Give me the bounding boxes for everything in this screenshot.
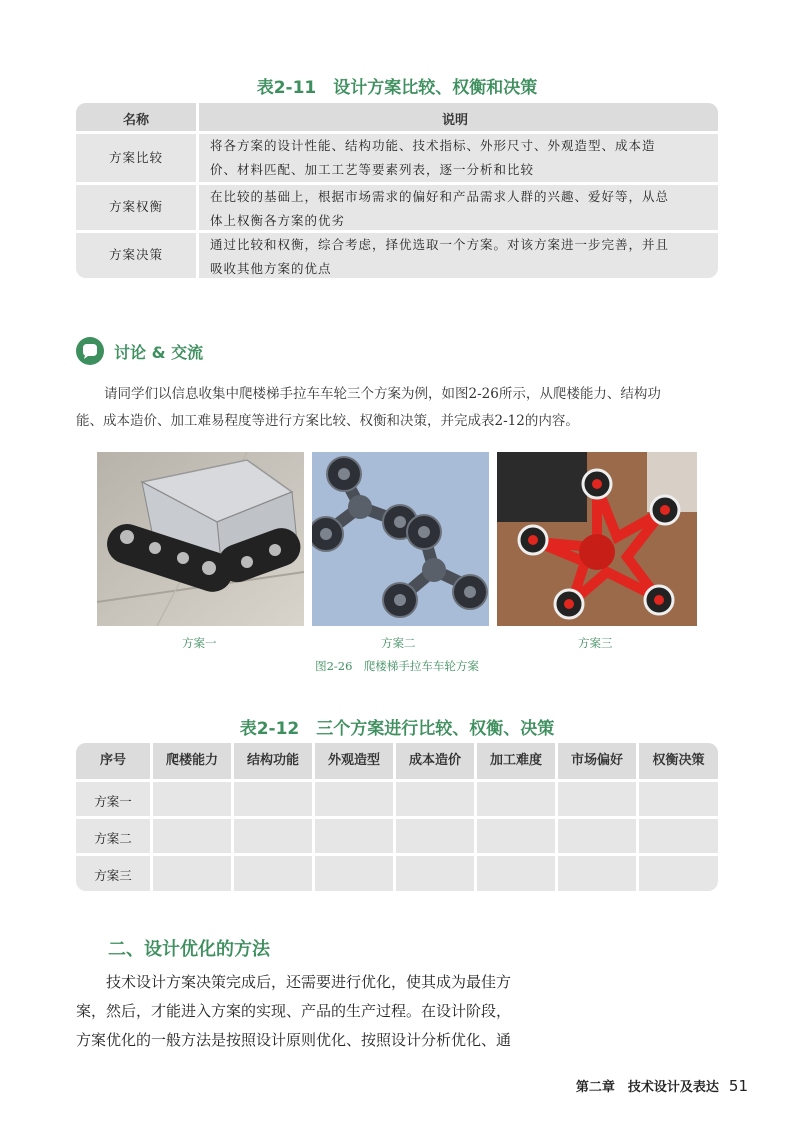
row-label-scheme-one: 方案一 (94, 794, 132, 809)
table-scheme-evaluation (76, 743, 718, 891)
header-cell: 加工难度 (477, 743, 555, 779)
row-label-scheme-two: 方案二 (94, 831, 132, 846)
header-cell: 外观造型 (315, 743, 393, 779)
discussion-line: 请同学们以信息收集中爬楼梯手拉车车轮三个方案为例，如图2-26所示，从爬楼能力、结构功 (104, 386, 661, 402)
row-desc-line: 通过比较和权衡，综合考虑，择优选取一个方案。对该方案进一步完善，并且 (210, 237, 670, 252)
speech-bubble-icon (76, 337, 104, 365)
row-desc-line: 价、材料匹配、加工工艺等要素列表，逐一分析和比较 (210, 162, 535, 177)
row-desc-line: 吸收其他方案的优点 (210, 261, 332, 276)
row-name: 方案比较 (108, 150, 163, 165)
figure-label-scheme-one: 方案一 (182, 636, 217, 650)
page-footer (576, 1076, 748, 1095)
table1-title: 表2-11 设计方案比较、权衡和决策 (256, 78, 538, 98)
table2-title: 表2-12 三个方案进行比较、权衡、决策 (239, 719, 555, 739)
figure-caption: 图2-26 爬楼梯手拉车车轮方案 (315, 659, 479, 673)
row-desc-line: 体上权衡各方案的优劣 (210, 213, 346, 228)
header-cell: 权衡决策 (639, 743, 718, 779)
section-body (76, 968, 566, 1055)
body-line: 方案优化的一般方法是按照设计原则优化、按照设计分析优化、通 (76, 1031, 512, 1049)
discussion-line: 能、成本造价、加工难易程度等进行方案比较、权衡和决策，并完成表2-12的内容。 (76, 413, 579, 429)
body-line: 案，然后，才能进入方案的实现、产品的生产过程。在设计阶段， (76, 1002, 512, 1020)
chapter-title: 第二章 技术设计及表达 (575, 1080, 719, 1095)
row-desc-line: 将各方案的设计性能、结构功能、技术指标、外形尺寸、外观造型、成本造 (210, 138, 656, 153)
photo-scheme-three-star-wheel (497, 452, 697, 626)
photo-scheme-two-tri-wheel (312, 452, 489, 626)
header-cell: 成本造价 (396, 743, 474, 779)
header-name: 名称 (122, 113, 149, 128)
body-line: 技术设计方案决策完成后，还需要进行优化，使其成为最佳方 (106, 973, 512, 991)
figure-label-scheme-three: 方案三 (578, 636, 613, 650)
header-cell: 市场偏好 (558, 743, 636, 779)
row-label-scheme-three: 方案三 (94, 868, 132, 883)
row-name: 方案决策 (108, 247, 163, 262)
row-desc-line: 在比较的基础上，根据市场需求的偏好和产品需求人群的兴趣、爱好等，从总 (210, 189, 670, 204)
page-number: 51 (728, 1077, 748, 1095)
row-name: 方案权衡 (108, 199, 163, 214)
header-description: 说明 (441, 113, 468, 128)
table-row (76, 233, 718, 278)
table-header-row (76, 103, 718, 131)
discussion-title: 讨论 & 交流 (114, 343, 204, 362)
table-design-comparison (76, 103, 718, 278)
photo-scheme-one-tracked-wheel (97, 452, 304, 626)
header-cell: 爬楼能力 (153, 743, 231, 779)
header-cell: 结构功能 (234, 743, 312, 779)
section-title: 二、设计优化的方法 (108, 939, 270, 960)
table-row (76, 185, 718, 230)
figure-label-scheme-two: 方案二 (381, 636, 416, 650)
header-cell: 序号 (76, 743, 150, 779)
discussion-text (76, 381, 726, 435)
table-row (76, 134, 718, 182)
